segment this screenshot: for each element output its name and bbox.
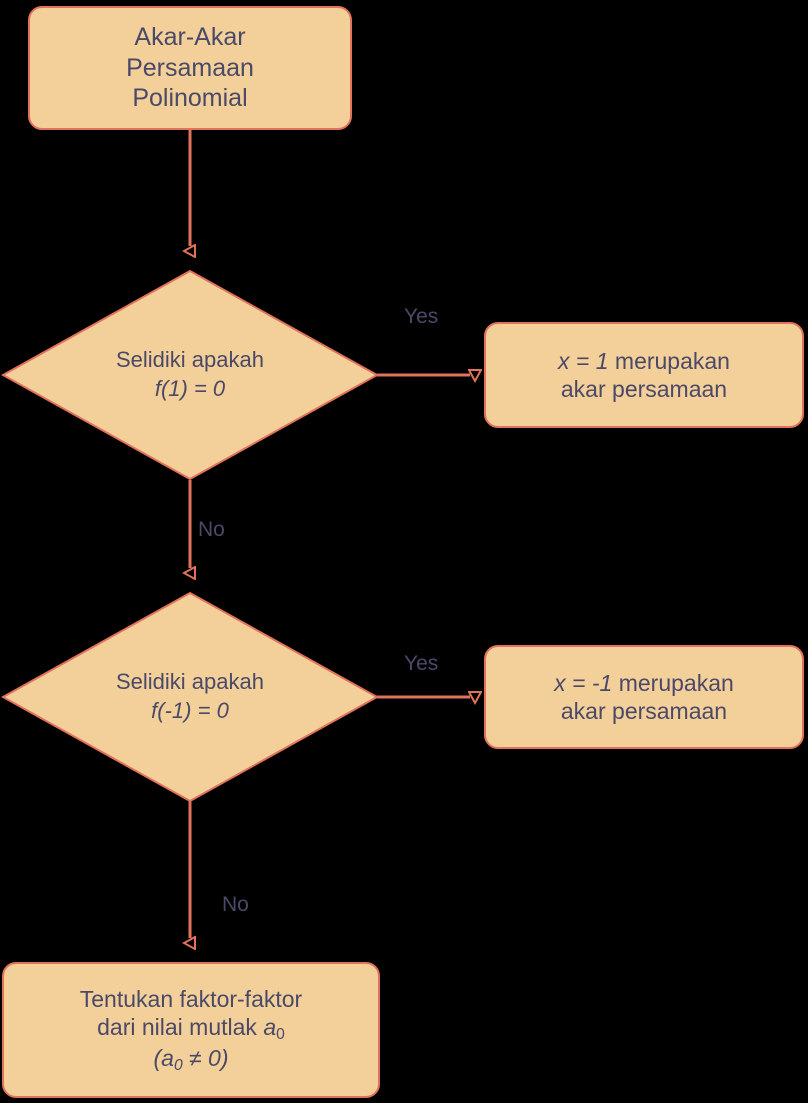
node-factor-step — [2, 962, 380, 1098]
decision-fneg1-line2: f(-1) = 0 — [151, 698, 229, 723]
result-xneg1-line1 — [554, 669, 734, 697]
factor-step-line2-var: a — [263, 1014, 277, 1041]
result-xneg1-expr: x = -1 — [554, 669, 613, 696]
node-start-line1: Akar-Akar — [134, 23, 246, 52]
result-xneg1-line2: akar persamaan — [560, 698, 728, 724]
node-decision-fneg1 — [3, 593, 377, 801]
factor-step-line3 — [80, 1044, 302, 1075]
result-xneg1-rest: merupakan — [612, 669, 734, 696]
factor-step-line3-post: ≠ 0) — [182, 1045, 229, 1072]
node-start-line3: Polinomial — [132, 84, 248, 113]
edge-label-yes-bottom: Yes — [404, 652, 439, 675]
edge-label-no-bottom: No — [222, 893, 249, 916]
result-x1-expr: x = 1 — [558, 347, 609, 374]
decision-f1-line2: f(1) = 0 — [154, 376, 226, 401]
node-result-xneg1 — [484, 645, 804, 749]
factor-step-line1: Tentukan faktor-faktor — [79, 985, 303, 1012]
factor-step-line2 — [80, 1013, 302, 1044]
factor-step-line2-pre: dari nilai mutlak — [97, 1014, 264, 1041]
factor-step-line2-sub: 0 — [276, 1025, 285, 1043]
edge-label-yes-top: Yes — [404, 305, 439, 328]
edge-label-no-top: No — [198, 518, 225, 541]
node-start-line2: Persamaan — [126, 53, 254, 82]
node-decision-f1 — [3, 271, 377, 479]
result-x1-rest: merupakan — [608, 347, 730, 374]
node-start — [28, 6, 352, 130]
decision-fneg1-line1: Selidiki apakah — [116, 669, 264, 695]
result-x1-line1 — [558, 347, 730, 375]
result-x1-line2: akar persamaan — [560, 376, 728, 402]
factor-step-line3-pre: ( — [153, 1045, 162, 1072]
decision-f1-line1: Selidiki apakah — [116, 347, 264, 373]
factor-step-line3-sub: 0 — [173, 1056, 183, 1074]
factor-step-line3-var: a — [161, 1045, 174, 1072]
node-result-x1 — [484, 322, 804, 428]
